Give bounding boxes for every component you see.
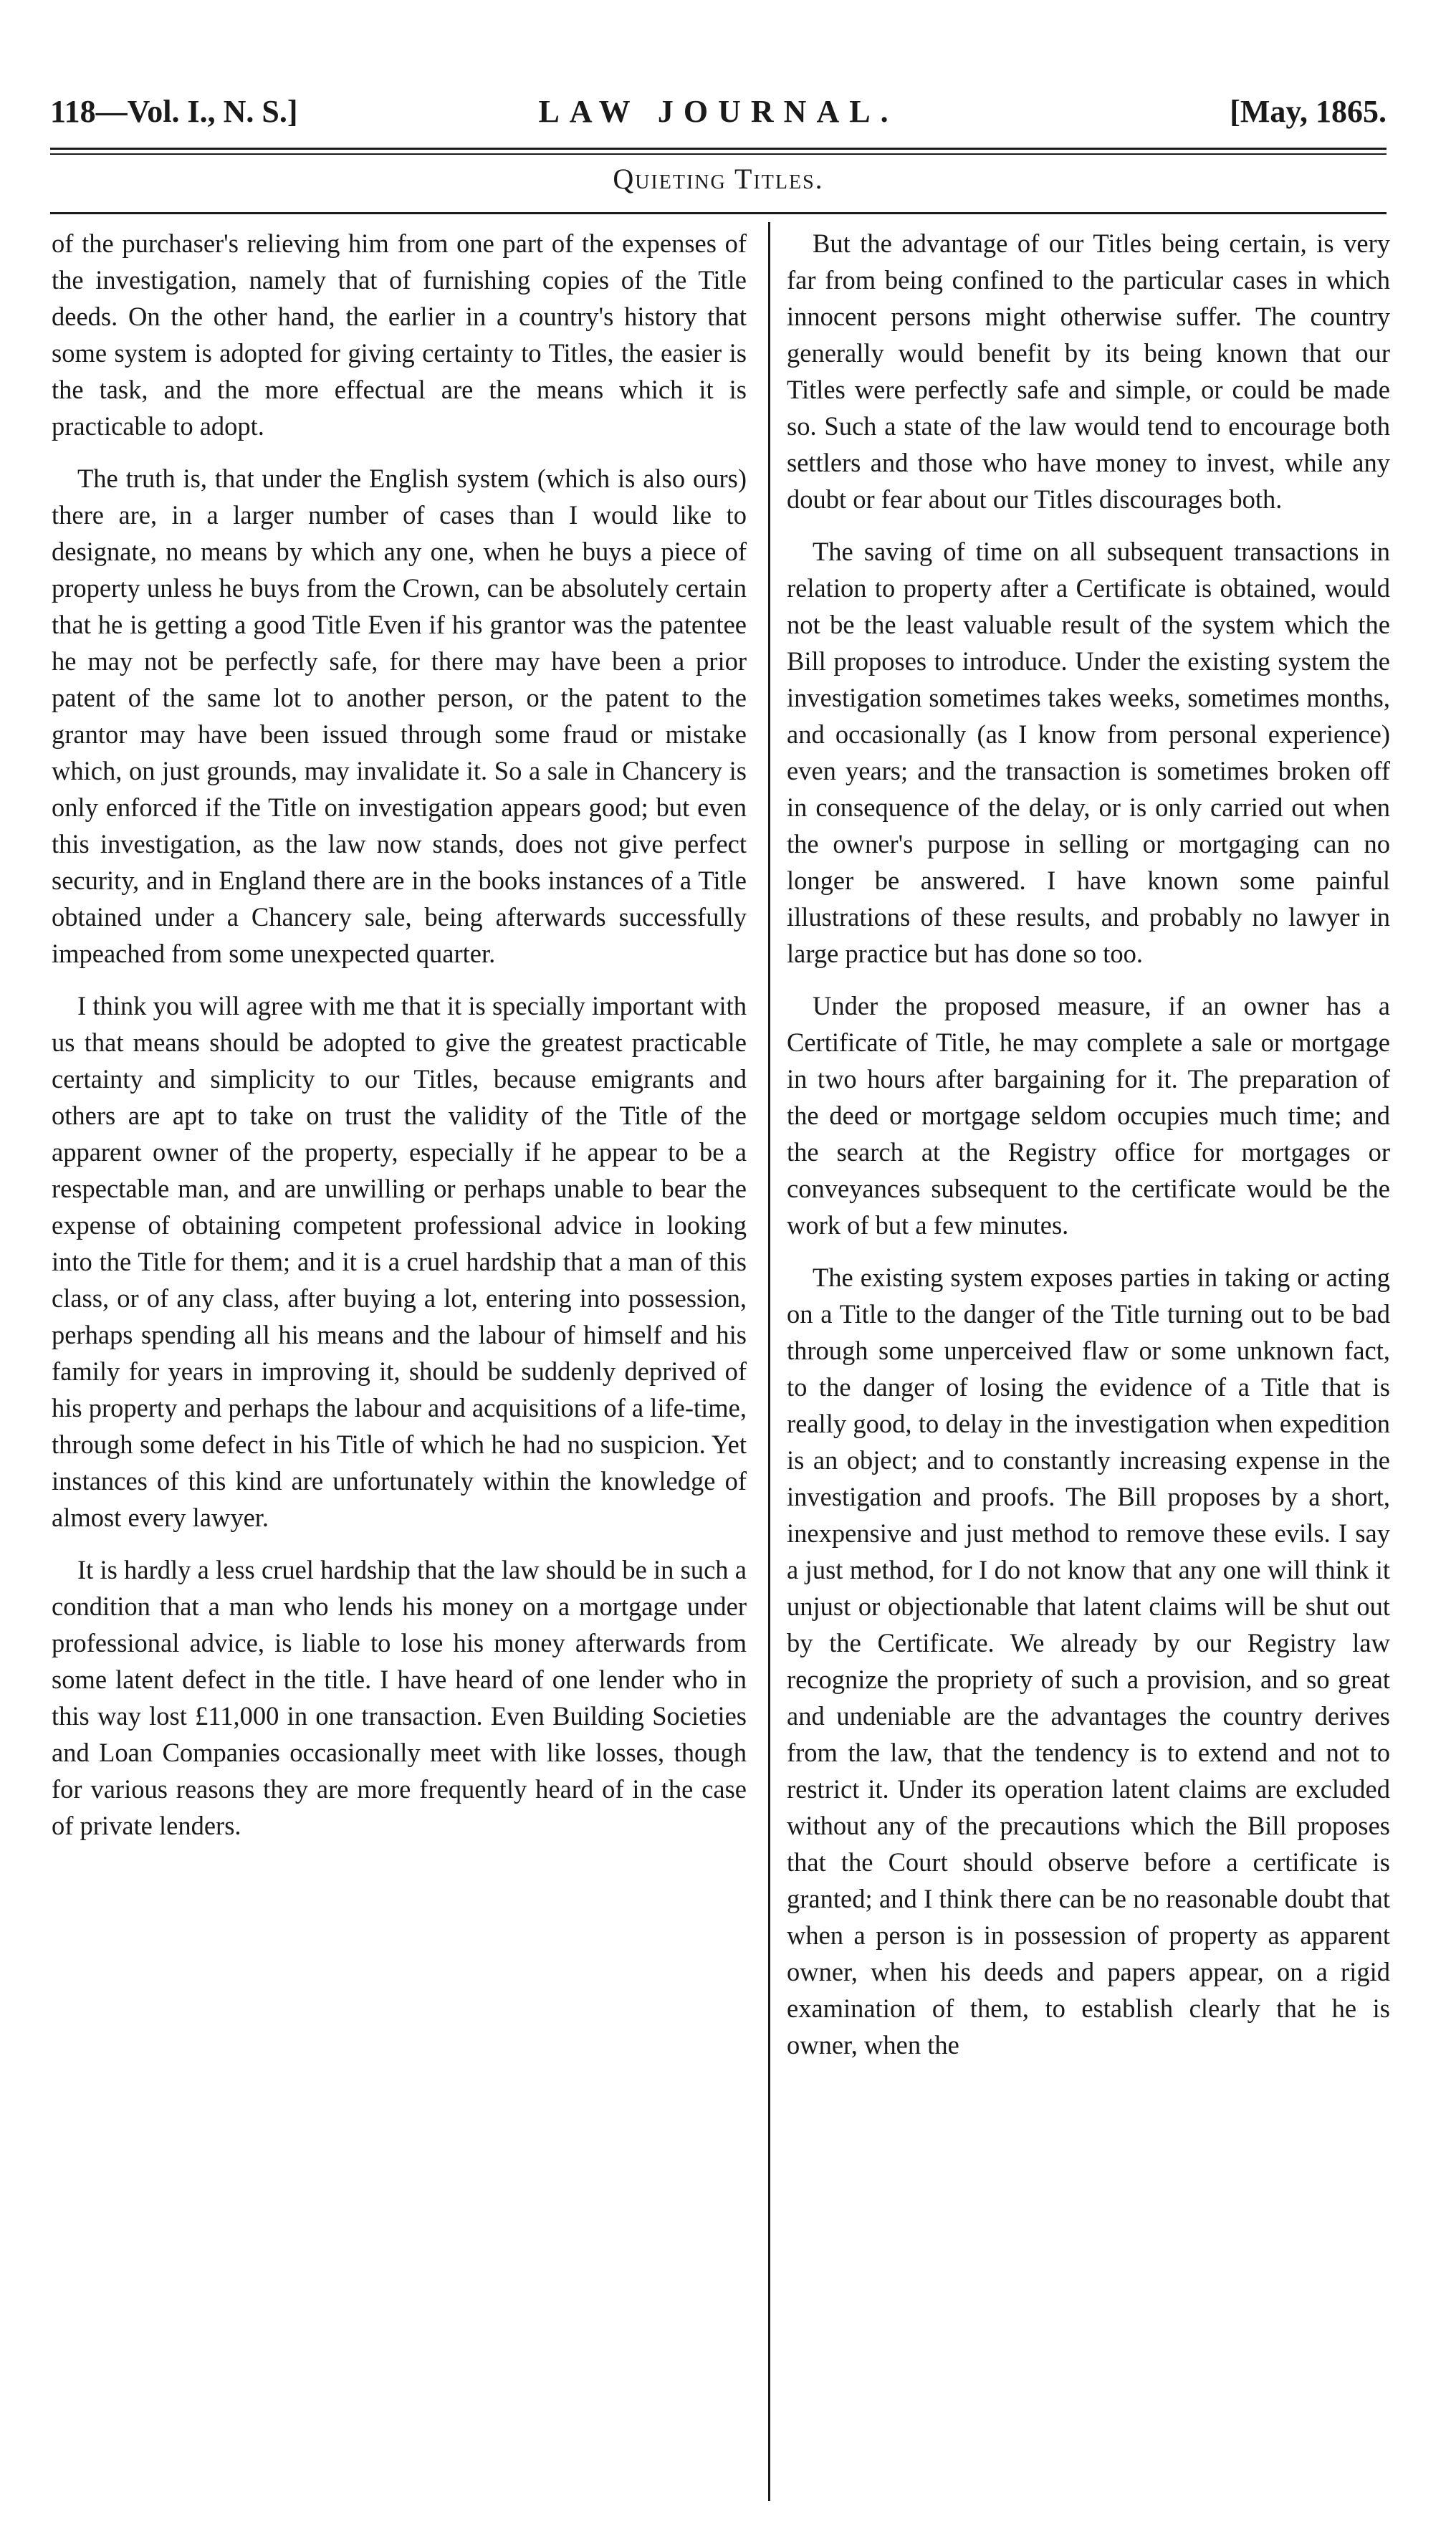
paragraph: I think you will agree with me that it is specially important with us that means should be adopted to give the greatest practicable certainty and simplicity to our Titles, because emigrants and others are apt to take on trust the validity of the Title of the apparent owner of the property, especially if he appear to be a respectable man, and are unwilling or perhaps unable to bear the expense of obtaining competent professional advice in looking into the Title for them; and it is a cruel hardship that a man of this class, or of any class, after buying a lot, entering into possession, perhaps spending all his means and the labour of himself and his family for years in improving it, should be suddenly deprived of his property and perhaps the labour and acquisitions of a life-time, through some defect in his Title of which he had no suspicion. Yet instances of this kind are unfortunately within the knowledge of almost every lawyer. bbox=[52, 991, 747, 1532]
paragraph: The existing system exposes parties in taking or acting on a Title to the danger of the Title turning out to be bad through some unperceived flaw or some unknown fact, to the danger of losing the evidence of a Title that is really good, to delay in the investigation when expedition is an object; and to constantly increasing expense in the investigation and proofs. The Bill proposes by a short, inexpensive and just method to remove these evils. I say a just method, for I do not know that any one will think it unjust or objectionable that latent claims will be shut out by the Certificate. We already by our Registry law recognize the propriety of such a provision, and so great and undeniable are the advantages the country derives from the law, that the tendency is to extend and not to restrict it. Under its operation latent claims are excluded without any of the precautions which the Bill proposes that the Court should observe before a certificate is granted; and I think there can be no reasonable doubt that when a person is in possession of property as apparent owner, when his deeds and papers appear, on a rigid examination of them, to establish clearly that he is owner, when the bbox=[787, 1263, 1390, 2059]
right-column bbox=[787, 225, 1390, 2079]
paragraph: It is hardly a less cruel hardship that the law should be in such a condition that a man who lends his money on a mortgage under professional advice, is liable to lose his money afterwards from some latent defect in the title. I have heard of one lender who in this way lost £11,000 in one transaction. Even Building Societies and Loan Companies occasionally meet with like losses, though for various reasons they are more frequently heard of in the case of private lenders. bbox=[52, 1555, 747, 1840]
section-rule bbox=[50, 212, 1386, 214]
issue-date: [May, 1865. bbox=[1230, 94, 1386, 129]
header-rule-top bbox=[50, 148, 1386, 150]
section-title: Quieting Titles. bbox=[613, 163, 824, 195]
paragraph: of the purchaser's relieving him from one part of the expenses of the investigation, namely that of furnishing copies of the Title deeds. On the other hand, the earlier in a country's history that some system is adopted for giving certainty to Titles, the easier is the task, and the more effectual are the means which it is practicable to adopt. bbox=[52, 229, 747, 441]
running-head bbox=[50, 93, 1386, 143]
column-divider bbox=[768, 222, 770, 2501]
left-column bbox=[52, 225, 747, 1860]
header-rule-double bbox=[50, 153, 1386, 155]
paragraph: The saving of time on all subsequent transactions in relation to property after a Certificate is obtained, would not be the least valuable result of the system which the Bill proposes to introduce. Under the existing system the investigation sometimes takes weeks, sometimes months, and occasionally (as I know from personal experience) even years; and the transaction is sometimes broken off in consequence of the delay, or is only carried out when the owner's purpose in selling or mortgaging can no longer be answered. I have known some painful illustrations of these results, and probably no lawyer in large practice but has done so too. bbox=[787, 537, 1390, 968]
page-volume-label: 118—Vol. I., N. S.] bbox=[50, 94, 298, 129]
paragraph: But the advantage of our Titles being certain, is very far from being confined to the particular cases in which innocent persons might otherwise suffer. The country generally would benefit by its being known that our Titles were perfectly safe and simple, or could be made so. Such a state of the law would tend to encourage both settlers and those who have money to invest, while any doubt or fear about our Titles discourages both. bbox=[787, 229, 1390, 514]
paragraph: The truth is, that under the English system (which is also ours) there are, in a larger number of cases than I would like to designate, no means by which any one, when he buys a piece of property unless he buys from the Crown, can be absolutely certain that he is getting a good Title Even if his grantor was the patentee he may not be perfectly safe, for there may have been a prior patent of the same lot to another person, or the patent to the grantor may have been issued through some fraud or mistake which, on just grounds, may invalidate it. So a sale in Chancery is only enforced if the Title on investigation appears good; but even this investigation, as the law now stands, does not give perfect security, and in England there are in the books instances of a Title obtained under a Chancery sale, being afterwards successfully impeached from some unexpected quarter. bbox=[52, 464, 747, 968]
journal-title: LAW JOURNAL. bbox=[538, 94, 899, 129]
paragraph: Under the proposed measure, if an owner has a Certificate of Title, he may complete a sale or mortgage in two hours after bargaining for it. The preparation of the deed or mortgage seldom occupies much time; and the search at the Registry office for mortgages or conveyances subsequent to the certificate would be the work of but a few minutes. bbox=[787, 991, 1390, 1240]
